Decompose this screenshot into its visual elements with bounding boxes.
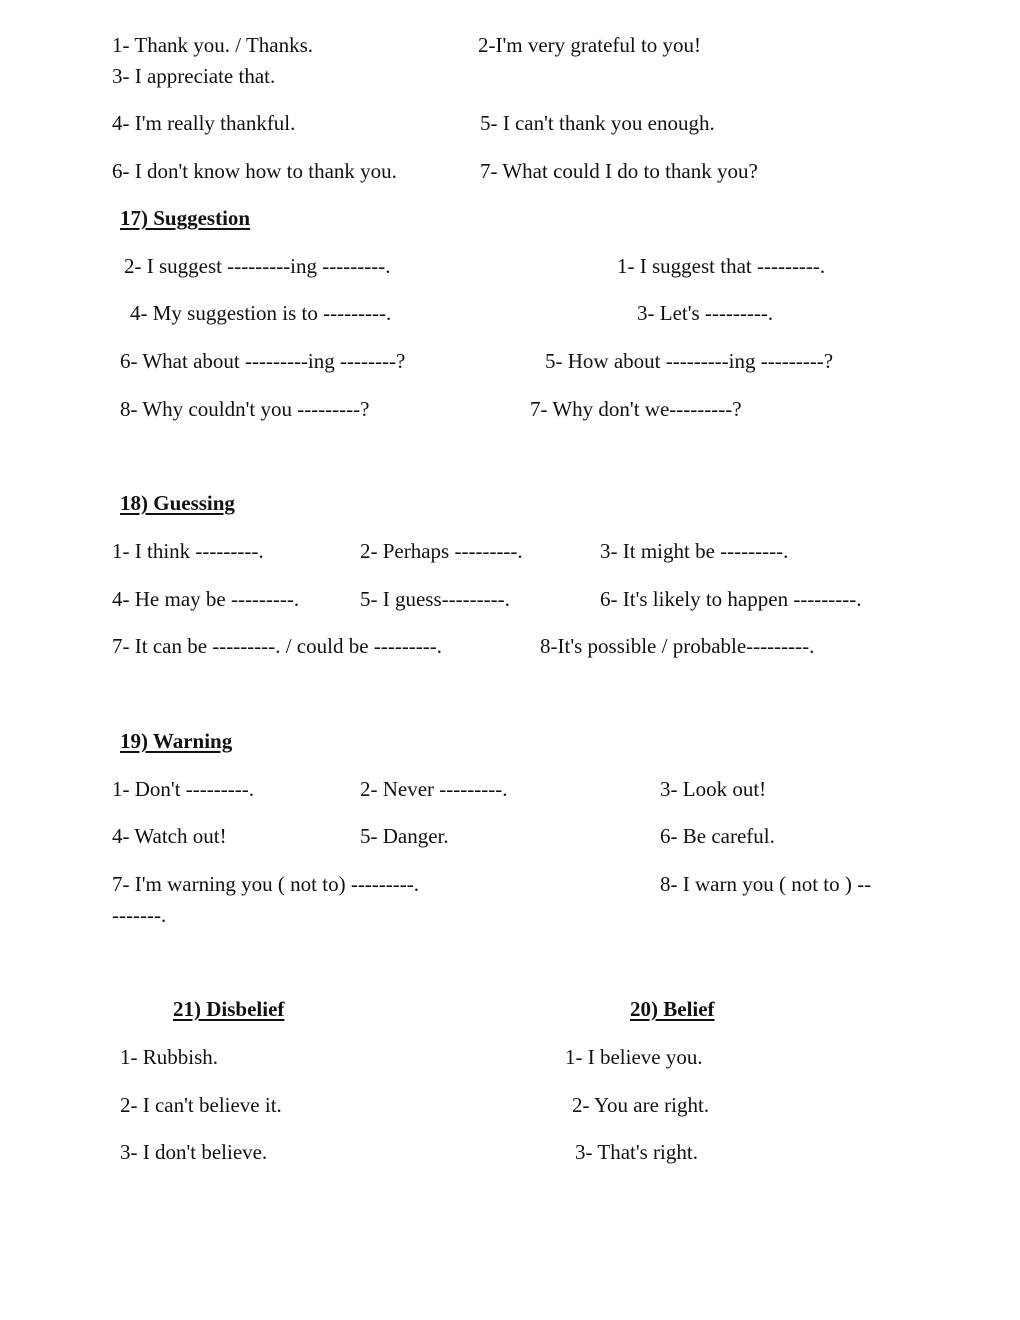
guessing-item-3: 3- It might be ---------. bbox=[600, 539, 789, 563]
disbelief-item-2: 2- I can't believe it. bbox=[120, 1093, 282, 1117]
warning-item-4: 4- Watch out! bbox=[112, 824, 227, 848]
guessing-item-6: 6- It's likely to happen ---------. bbox=[600, 587, 862, 611]
suggestion-item-2: 2- I suggest ---------ing ---------. bbox=[124, 254, 391, 278]
guessing-item-5: 5- I guess---------. bbox=[360, 587, 510, 611]
warning-item-2: 2- Never ---------. bbox=[360, 777, 508, 801]
suggestion-item-7: 7- Why don't we---------? bbox=[530, 397, 742, 421]
suggestion-item-8: 8- Why couldn't you ---------? bbox=[120, 397, 370, 421]
thanking-item-1: 1- Thank you. / Thanks. bbox=[112, 33, 314, 57]
guessing-item-4: 4- He may be ---------. bbox=[112, 587, 300, 611]
warning-item-5: 5- Danger. bbox=[360, 824, 449, 848]
belief-item-3: 3- That's right. bbox=[575, 1140, 698, 1164]
thanking-item-3: 3- I appreciate that. bbox=[112, 64, 276, 88]
belief-item-1: 1- I believe you. bbox=[565, 1045, 703, 1069]
warning-item-6: 6- Be careful. bbox=[660, 824, 775, 848]
guessing-item-1: 1- I think ---------. bbox=[112, 539, 264, 563]
disbelief-item-3: 3- I don't believe. bbox=[120, 1140, 268, 1164]
suggestion-item-3: 3- Let's ---------. bbox=[637, 301, 774, 325]
warning-item-3: 3- Look out! bbox=[660, 777, 767, 801]
thanking-item-2: 2-I'm very grateful to you! bbox=[478, 33, 702, 57]
guessing-item-2: 2- Perhaps ---------. bbox=[360, 539, 523, 563]
guessing-heading: 18) Guessing bbox=[120, 491, 235, 515]
thanking-item-6: 6- I don't know how to thank you. bbox=[112, 159, 397, 183]
warning-item-8: 8- I warn you ( not to ) -- bbox=[660, 872, 872, 896]
warning-item-8-continuation: -------. bbox=[112, 903, 167, 927]
suggestion-item-4: 4- My suggestion is to ---------. bbox=[130, 301, 392, 325]
thanking-item-5: 5- I can't thank you enough. bbox=[480, 111, 715, 135]
suggestion-item-1: 1- I suggest that ---------. bbox=[617, 254, 826, 278]
warning-item-1: 1- Don't ---------. bbox=[112, 777, 254, 801]
disbelief-item-1: 1- Rubbish. bbox=[120, 1045, 219, 1069]
belief-heading: 20) Belief bbox=[630, 997, 715, 1021]
suggestion-item-5: 5- How about ---------ing ---------? bbox=[545, 349, 834, 373]
warning-heading: 19) Warning bbox=[120, 729, 233, 753]
thanking-item-7: 7- What could I do to thank you? bbox=[480, 159, 758, 183]
belief-item-2: 2- You are right. bbox=[572, 1093, 710, 1117]
suggestion-item-6: 6- What about ---------ing --------? bbox=[120, 349, 406, 373]
guessing-item-8: 8-It's possible / probable---------. bbox=[540, 634, 815, 658]
disbelief-heading: 21) Disbelief bbox=[173, 997, 285, 1021]
guessing-item-7: 7- It can be ---------. / could be ---------. bbox=[112, 634, 442, 658]
warning-item-7: 7- I'm warning you ( not to) ---------. bbox=[112, 872, 420, 896]
suggestion-heading: 17) Suggestion bbox=[120, 206, 251, 230]
thanking-item-4: 4- I'm really thankful. bbox=[112, 111, 296, 135]
